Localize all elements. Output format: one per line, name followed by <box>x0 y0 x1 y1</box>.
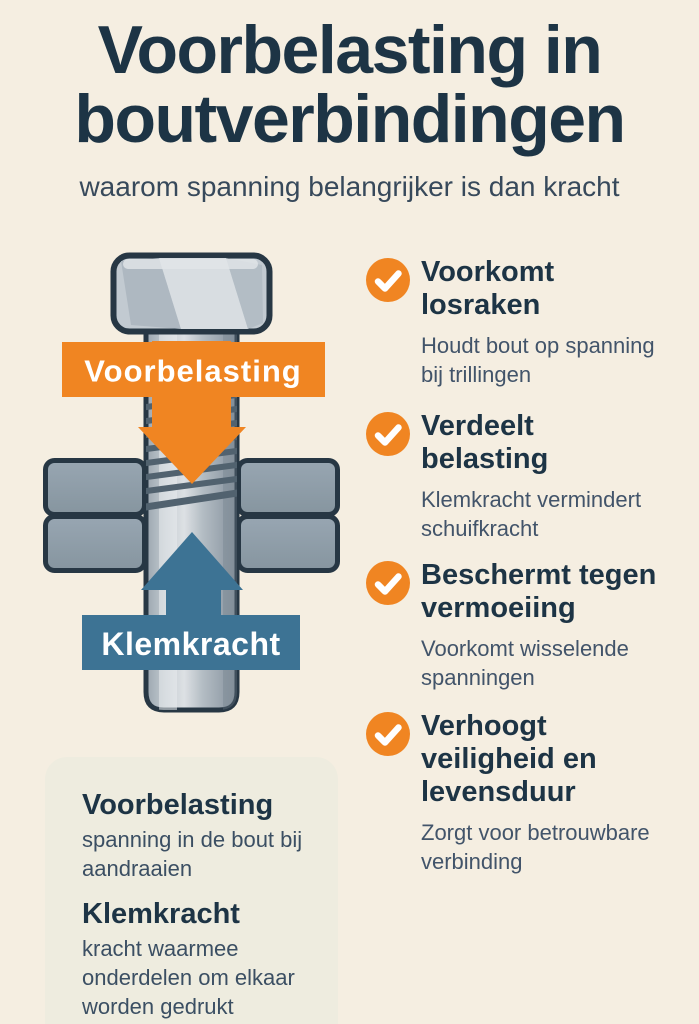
preload-banner <box>62 342 325 397</box>
plate-bottom-left <box>46 517 145 571</box>
benefit-title: Voorkomt losraken <box>421 256 555 321</box>
bolt-head <box>114 256 270 332</box>
definition-entry <box>82 789 307 883</box>
plate-top-right <box>239 461 338 515</box>
benefit-title: Beschermt tegen vermoeiing <box>421 559 657 624</box>
preload-banner-label: Voorbelasting <box>84 353 302 389</box>
definition-term: Voorbelasting <box>82 789 274 821</box>
bolt-diagram-svg <box>35 245 345 755</box>
list-item <box>366 256 661 389</box>
page-subtitle: waarom spanning belangrijker is dan kracht <box>79 171 620 202</box>
definition-text: kracht waarmee onderdelen om elkaar worden gedrukt <box>82 936 295 1019</box>
check-circle-icon <box>366 712 410 756</box>
benefit-desc: Zorgt voor betrouwbare verbinding <box>421 820 650 874</box>
check-circle-icon <box>366 412 410 456</box>
benefit-title: Verdeelt belasting <box>421 410 549 475</box>
plate-bottom-right <box>239 517 338 571</box>
clamp-banner-label: Klemkracht <box>101 626 281 662</box>
page-title-line2: boutverbindingen <box>74 81 625 157</box>
definition-entry <box>82 898 307 1021</box>
benefit-desc: Voorkomt wisselende spanningen <box>421 636 629 690</box>
definitions-panel <box>45 757 338 1024</box>
benefit-desc: Klemkracht vermindert schuifkracht <box>421 487 642 541</box>
bolt-diagram <box>35 245 345 755</box>
plate-top-left <box>46 461 145 515</box>
page-title-line1: Voorbelasting in <box>97 12 602 88</box>
list-item <box>366 410 661 543</box>
benefit-desc: Houdt bout op spanning bij trillingen <box>421 333 655 387</box>
list-item <box>366 559 661 692</box>
list-item <box>366 710 661 876</box>
check-circle-icon <box>366 258 410 302</box>
page-title <box>0 12 699 157</box>
clamp-banner <box>82 615 300 670</box>
definition-text: spanning in de bout bij aandraaien <box>82 827 303 881</box>
benefit-title: Verhoogt veiligheid en levensduur <box>421 710 597 808</box>
definition-term: Klemkracht <box>82 898 240 930</box>
check-circle-icon <box>366 561 410 605</box>
